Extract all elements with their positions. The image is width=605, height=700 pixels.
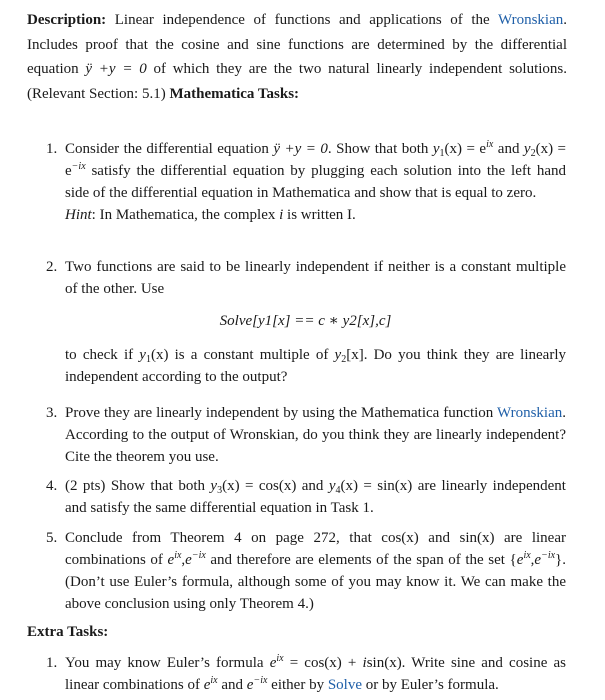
- task-body: Conclude from Theorem 4 on page 272, that cos(x) and sin(x) are linear combinations of $e^{ix},e^{-ix}$ and therefore are elements of the span of the set $\{e^{ix},e^{-ix}\}$. (Don’t use Euler’s formula, although some of you may know it. We can make the above conclusion using only Theorem 4.): [65, 530, 566, 612]
- task-body: You may know Euler’s formula $e^{ix} = \cos(x) + isin(x)$. Write sine and cosine as linear combinations of $e^{ix}$ and $e^{-ix}$ either by Solve or by Euler’s formula.: [65, 653, 567, 693]
- task-body: Consider the differential equation ÿ +y = 0. Show that both $y_1(x) = e^{ix}$ and $y_2(x) = e^{-ix}$ satisfy the differential equation by plugging each solution into the left hand side of the differential equation in Mathematica and show that is equal to zero. Hint: In Mathematica, the complex i is written I.: [65, 139, 567, 223]
- extra-task-1: [46, 652, 566, 696]
- task-1: [46, 138, 566, 226]
- task-number: 2.: [46, 259, 58, 275]
- hint: Hint: In Mathematica, the complex i is written I.: [65, 207, 356, 223]
- task-number: 1.: [46, 141, 58, 157]
- task-number: 4.: [46, 478, 58, 494]
- solve-formula: Solve[y1[x] == c ∗ y2[x],c]: [219, 313, 392, 329]
- wronskian-link[interactable]: Wronskian: [498, 12, 564, 28]
- description-paragraph: Description: Linear independence of functions and applications of the Wronskian. Includes proof that the cosine and sine functions are determined by the differential equation ÿ +y = 0 of which they are the two natural linearly independent solutions. (Relevant Section: 5.1) Mathematica Tasks:: [27, 12, 568, 102]
- mathematica-tasks-label: Mathematica Tasks:: [169, 85, 300, 102]
- solve-link[interactable]: Solve: [327, 677, 362, 693]
- task-5: [46, 527, 566, 615]
- task-4: [46, 475, 566, 519]
- task-number: 3.: [46, 405, 58, 421]
- task-number: 5.: [46, 530, 58, 546]
- task-number: 1.: [46, 655, 58, 671]
- task-body: Two functions are said to be linearly independent if neither is a constant multiple of the other. Use Solve[y1[x] == c ∗ y2[x],c] to check if $y_1(x)$ is a constant multiple of $y_2[x]$. Do you think they are linearly independent according to the output?: [65, 259, 566, 385]
- task-body: Prove they are linearly independent by using the Mathematica function Wronskian. According to the output of Wronskian, do you think they are linearly independent? Cite the theorem you use.: [65, 405, 566, 465]
- ode-equation: ÿ +y = 0: [85, 61, 147, 77]
- task-body: (2 pts) Show that both $y_3(x) = \cos(x)$ and $y_4(x) = \sin(x)$ are linearly independent and satisfy the same differential equation in Task 1.: [65, 478, 566, 516]
- extra-tasks-heading: Extra Tasks:: [27, 624, 109, 640]
- task-2: [46, 256, 566, 388]
- description-label: Description:: [27, 12, 107, 28]
- wronskian-link[interactable]: Wronskian: [497, 405, 563, 421]
- task-3: [46, 402, 566, 468]
